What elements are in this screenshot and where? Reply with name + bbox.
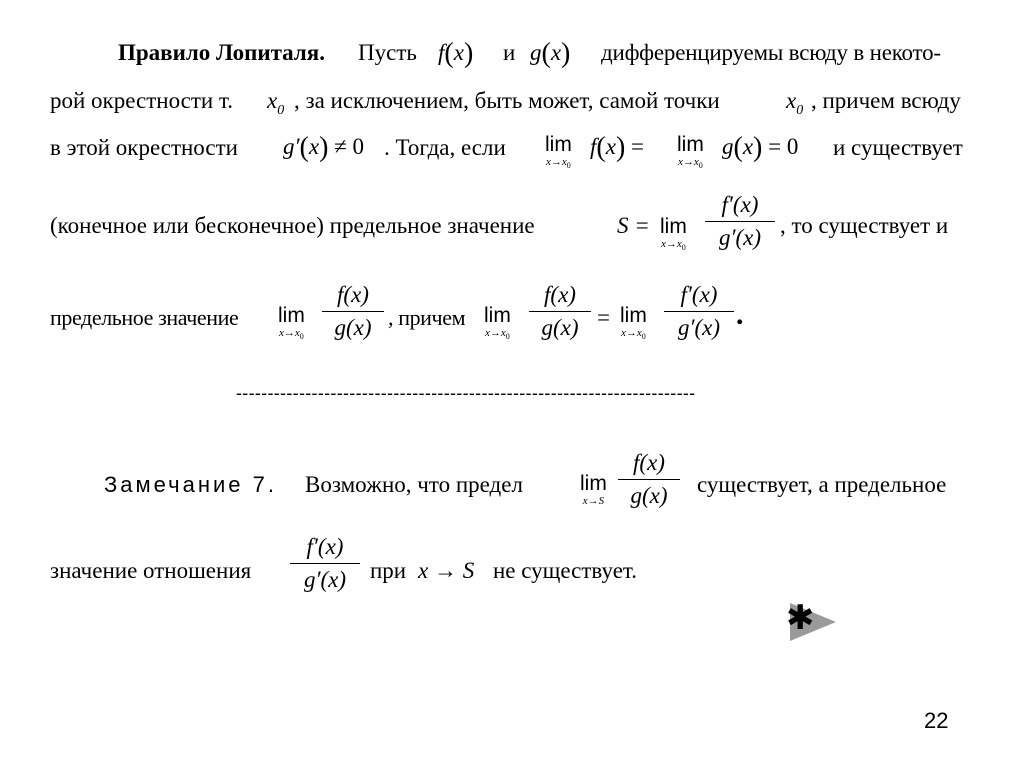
text-line4-b: , то существует и (780, 213, 949, 238)
text-remark-a: Возможно, что предел (305, 472, 523, 497)
lim-5: lim $x\to x_0$ (484, 304, 511, 342)
text-line1-rest: дифференцируемы всюду в некото- (601, 40, 941, 65)
text-remark-e: не существует. (493, 558, 637, 583)
math-f-of-x: f(x) (438, 38, 474, 69)
lim-2: lim $x\to x_0$ (677, 133, 704, 171)
star-icon: ✱ (786, 598, 815, 638)
text-remark-d: при (370, 558, 407, 583)
math-x0-a: $x_0$ (267, 88, 285, 118)
math-x-to-S: x → S (418, 558, 475, 583)
text-line5-b: , причем (388, 305, 466, 330)
theorem-title: Правило Лопиталя. (118, 40, 325, 65)
text-line4-a: (конечное или бесконечное) предельное значение (50, 213, 535, 238)
fraction-fprime-over-gprime-1: f′(x) g′(x) (705, 190, 775, 253)
fraction-f-over-g-3: f(x) g(x) (618, 448, 680, 511)
math-eq-sign: = (597, 305, 610, 330)
math-gprime-neq-0: g′(x) ≠ 0 (283, 132, 365, 163)
math-f-eq: f(x) = (590, 132, 644, 163)
math-g-eq0: g(x) = 0 (722, 132, 799, 163)
next-slide-arrow-icon[interactable] (786, 598, 846, 647)
text-and: и (503, 40, 516, 65)
separator-line: ------------------------------------------------------------------------- (236, 383, 696, 403)
lim-6: lim $x\to x_0$ (620, 304, 647, 342)
text-line2-c: , причем всюду (811, 88, 961, 113)
math-S-eq: S = (617, 213, 650, 238)
lim-4: lim $x\to x_0$ (278, 304, 305, 342)
text-line2-a: рой окрестности т. (50, 88, 234, 113)
text-pust: Пусть (358, 40, 417, 65)
fraction-f-over-g-1: f(x) g(x) (322, 280, 384, 343)
math-x0-b: $x_0$ (786, 88, 804, 118)
text-line3-a: в этой окрестности (50, 135, 238, 160)
lim-3: lim $x\to x_0$ (660, 215, 687, 253)
fraction-f-over-g-2: f(x) g(x) (529, 280, 591, 343)
text-remark-c: значение отношения (50, 558, 252, 583)
text-line5-end: . (736, 298, 744, 331)
page-number: 22 (924, 708, 949, 733)
remark-heading: Замечание 7. (104, 472, 277, 497)
text-line2-b: , за исключением, быть может, самой точки (294, 88, 720, 113)
lim-7: lim x→S (580, 472, 607, 507)
fraction-fprime-over-gprime-3: f′(x) g′(x) (290, 532, 360, 595)
text-line3-c: и существует (833, 135, 963, 160)
fraction-fprime-over-gprime-2: f′(x) g′(x) (664, 280, 734, 343)
math-g-of-x: g(x) (530, 38, 571, 69)
text-line5-a: предельное значение (50, 305, 239, 330)
lim-1: lim $x\to x_0$ (545, 133, 572, 171)
text-remark-b: существует, а предельное (697, 472, 947, 497)
text-line3-b: . Тогда, если (384, 135, 506, 160)
